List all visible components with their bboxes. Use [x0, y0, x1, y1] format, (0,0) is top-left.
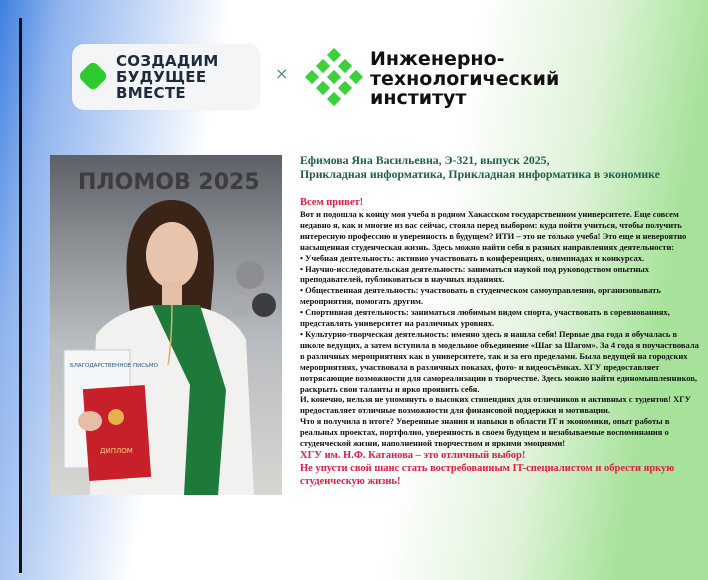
letter-title: БЛАГОДАРСТВЕННОЕ ПИСЬМО [70, 363, 158, 369]
green-diamond-icon [77, 60, 108, 91]
sozdadim-logo-text [116, 53, 219, 101]
logo-line-3: ВМЕСТЕ [116, 84, 186, 102]
logo-line-2: БУДУЩЕЕ [116, 68, 207, 86]
diploma-label: ДИПЛОМ [100, 447, 133, 455]
bullet-social: • Общественная деятельность: участвовать в студенческом самоуправлении, организовывать мероприятия, помогать другим. [300, 285, 661, 307]
bullet-research: • Научно-исследовательская деятельность: заниматься наукой под руководством опытных преподавателей, публиковаться в научных изданиях. [300, 263, 650, 285]
greeting: Всем привет! [300, 197, 364, 208]
checker-diamond-icon [304, 48, 364, 108]
scholarship-paragraph: И, конечно, нельзя не упомянуть о высоких стипендиях для отличников и активных с тудентов! ХГУ предоставляет отличные возможности для финансовой поддержки и мотивации. [300, 394, 691, 416]
graduate-photo [50, 155, 282, 495]
student-name-line: Ефимова Яна Васильевна, Э-321, выпуск 2025, [300, 153, 550, 167]
testimonial-text [300, 196, 700, 488]
bullet-sport: • Спортивная деятельность: заниматься любимым видом спорта, участвовать в соревнованиях, представлять университет на различных уровнях. [300, 307, 670, 329]
logo-separator: × [275, 64, 289, 83]
result-paragraph: Что я получила в итоге? Уверенные знания и навыки в области IT и экономики, опыт работы в реальных проектах, портфолио, уверенность в своем будущем и незабываемые воспоминания о студенческой жизни, наполненной творчеством и яркими эмоциями! [300, 416, 670, 449]
photo-sign-text: ПЛОМОВ 2025 [78, 170, 260, 195]
intro-paragraph: Вот и подошла к концу моя учеба в родном Хакасском государственном университете. Еще совсем недавно я, как и многие из вас сейчас, стояла перед выбором: куда пойти учиться, чтобы получить интересную профессию и уверенность в будущем? ИТИ – это не только учеба! Это еще и невероятно насыщенная студенческая жизнь. Здесь можно найти себя в разных направлениях деятельности: [300, 209, 687, 252]
slogan-line-2: Не упусти свой шанс стать востребованным IT-специалистом и обрести яркую студенческую жизнь! [300, 462, 675, 487]
student-heading [300, 153, 700, 181]
sozdadim-logo [72, 44, 260, 110]
institute-name [370, 50, 559, 109]
bullet-study: • Учебная деятельность: активно участвовать в конференциях, олимпиадах и конкурсах. [300, 252, 645, 263]
left-vertical-rule [19, 18, 22, 573]
red-diploma [83, 385, 151, 481]
slogan-line-1: ХГУ им. Н.Ф. Катанова – это отличный выбор! [300, 449, 526, 461]
bullet-creative: • Культурно-творческая деятельность: именно здесь я нашла себя! Первые два года я обучалась в школе ведущих, а затем вступила в модельное объединение «Шаг за Шагом». За 4 года я поучаствовала в различных мероприятиях как в университете, так и за его пределами. Была ведущей на городских мероприятиях, участвовала в различных показах, фото- и видеосъёмках. ХГУ предоставляет потрясающие возможности для самореализации в творчестве. Здесь можно найти единомышленников, раскрыть свои таланты и ярко проявить себя. [300, 328, 699, 394]
institute-line-3: институт [370, 87, 467, 109]
institute-line-1: Инженерно- [370, 48, 505, 70]
student-program-line: Прикладная информатика, Прикладная информатика в экономике [300, 167, 660, 181]
logo-line-1: СОЗДАДИМ [116, 52, 219, 70]
institute-line-2: технологический [370, 67, 560, 90]
